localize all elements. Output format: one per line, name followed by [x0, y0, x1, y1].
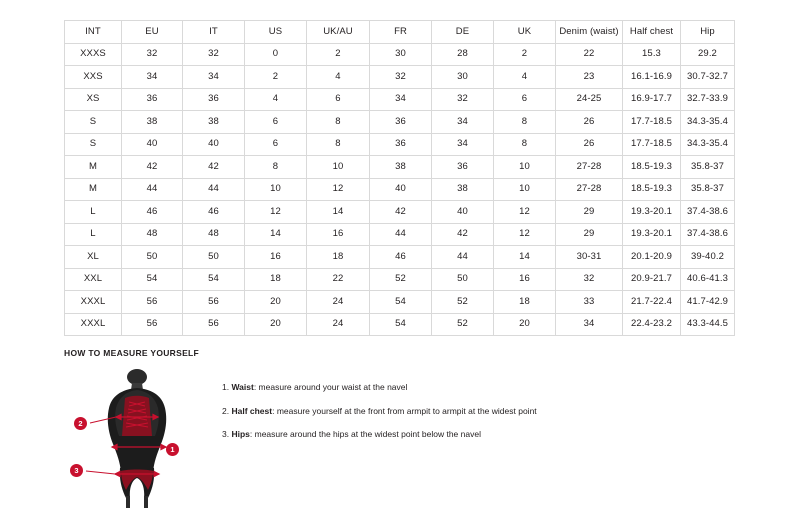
measure-badge-1: 1	[166, 443, 179, 456]
cell-uk: 4	[494, 66, 556, 89]
cell-it: 38	[183, 111, 245, 134]
cell-us: 2	[245, 66, 307, 89]
cell-denim-waist: 30-31	[556, 246, 623, 269]
cell-uk-au: 24	[307, 313, 370, 336]
column-header-uk-au: UK/AU	[307, 21, 370, 44]
cell-half-chest: 16.1-16.9	[623, 66, 681, 89]
cell-int: S	[65, 111, 122, 134]
cell-hip: 29.2	[681, 43, 735, 66]
cell-us: 20	[245, 291, 307, 314]
table-header	[65, 21, 735, 44]
cell-fr: 34	[370, 88, 432, 111]
cell-uk-au: 16	[307, 223, 370, 246]
measure-note-number: 1.	[222, 382, 230, 392]
column-header-it: IT	[183, 21, 245, 44]
cell-half-chest: 16.9-17.7	[623, 88, 681, 111]
cell-int: XXXS	[65, 43, 122, 66]
cell-it: 34	[183, 66, 245, 89]
cell-half-chest: 20.9-21.7	[623, 268, 681, 291]
table-row	[65, 156, 735, 179]
column-header-hip: Hip	[681, 21, 735, 44]
table-row	[65, 268, 735, 291]
cell-uk-au: 12	[307, 178, 370, 201]
cell-eu: 46	[122, 201, 183, 224]
table-row	[65, 291, 735, 314]
size-table-container	[64, 20, 734, 336]
how-to-measure-section	[64, 348, 734, 508]
cell-hip: 39-40.2	[681, 246, 735, 269]
cell-denim-waist: 27-28	[556, 156, 623, 179]
cell-uk-au: 24	[307, 291, 370, 314]
cell-uk-au: 10	[307, 156, 370, 179]
cell-de: 42	[432, 223, 494, 246]
measure-note-half-chest	[222, 406, 537, 417]
measure-notes	[222, 368, 537, 453]
cell-hip: 35.8-37	[681, 156, 735, 179]
cell-de: 52	[432, 313, 494, 336]
cell-eu: 32	[122, 43, 183, 66]
cell-de: 44	[432, 246, 494, 269]
cell-uk: 8	[494, 133, 556, 156]
measure-badge-2: 2	[74, 417, 87, 430]
column-header-int: INT	[65, 21, 122, 44]
cell-us: 14	[245, 223, 307, 246]
cell-int: XS	[65, 88, 122, 111]
cell-us: 18	[245, 268, 307, 291]
cell-denim-waist: 29	[556, 223, 623, 246]
cell-it: 48	[183, 223, 245, 246]
cell-uk-au: 2	[307, 43, 370, 66]
cell-eu: 36	[122, 88, 183, 111]
cell-int: M	[65, 178, 122, 201]
cell-int: XXXL	[65, 291, 122, 314]
cell-us: 20	[245, 313, 307, 336]
cell-denim-waist: 29	[556, 201, 623, 224]
cell-uk: 12	[494, 223, 556, 246]
table-row	[65, 201, 735, 224]
cell-it: 44	[183, 178, 245, 201]
cell-int: S	[65, 133, 122, 156]
cell-half-chest: 17.7-18.5	[623, 133, 681, 156]
cell-uk-au: 8	[307, 111, 370, 134]
cell-fr: 30	[370, 43, 432, 66]
cell-de: 30	[432, 66, 494, 89]
cell-fr: 54	[370, 313, 432, 336]
measure-note-waist	[222, 382, 537, 393]
cell-fr: 40	[370, 178, 432, 201]
cell-eu: 40	[122, 133, 183, 156]
cell-hip: 35.8-37	[681, 178, 735, 201]
cell-half-chest: 18.5-19.3	[623, 178, 681, 201]
cell-uk: 12	[494, 201, 556, 224]
size-conversion-table	[64, 20, 735, 336]
cell-it: 32	[183, 43, 245, 66]
cell-fr: 36	[370, 133, 432, 156]
cell-int: L	[65, 201, 122, 224]
table-row	[65, 178, 735, 201]
cell-eu: 44	[122, 178, 183, 201]
cell-us: 8	[245, 156, 307, 179]
measure-note-number: 2.	[222, 405, 230, 416]
table-row	[65, 133, 735, 156]
measure-note-term: Waist	[231, 382, 254, 392]
table-body	[65, 43, 735, 336]
table-row	[65, 111, 735, 134]
measure-note-number: 3.	[222, 429, 230, 440]
mannequin-diagram	[74, 368, 192, 508]
cell-uk: 20	[494, 313, 556, 336]
cell-int: XL	[65, 246, 122, 269]
cell-uk: 2	[494, 43, 556, 66]
column-header-half-chest: Half chest	[623, 21, 681, 44]
cell-uk-au: 14	[307, 201, 370, 224]
cell-de: 36	[432, 156, 494, 179]
cell-denim-waist: 24-25	[556, 88, 623, 111]
cell-de: 32	[432, 88, 494, 111]
column-header-de: DE	[432, 21, 494, 44]
measure-note-term: Hips	[231, 429, 250, 440]
cell-eu: 56	[122, 313, 183, 336]
cell-de: 52	[432, 291, 494, 314]
cell-denim-waist: 33	[556, 291, 623, 314]
cell-it: 56	[183, 313, 245, 336]
cell-int: M	[65, 156, 122, 179]
cell-half-chest: 17.7-18.5	[623, 111, 681, 134]
cell-eu: 34	[122, 66, 183, 89]
cell-eu: 50	[122, 246, 183, 269]
cell-de: 40	[432, 201, 494, 224]
cell-us: 0	[245, 43, 307, 66]
measure-note-text: : measure around your waist at the navel	[253, 382, 408, 392]
table-row	[65, 43, 735, 66]
cell-uk-au: 6	[307, 88, 370, 111]
measure-badge-3: 3	[70, 464, 83, 477]
cell-it: 54	[183, 268, 245, 291]
cell-it: 40	[183, 133, 245, 156]
table-row	[65, 313, 735, 336]
cell-it: 36	[183, 88, 245, 111]
column-header-us: US	[245, 21, 307, 44]
table-row	[65, 66, 735, 89]
cell-uk: 14	[494, 246, 556, 269]
cell-hip: 37.4-38.6	[681, 201, 735, 224]
cell-us: 6	[245, 111, 307, 134]
cell-fr: 38	[370, 156, 432, 179]
cell-fr: 44	[370, 223, 432, 246]
cell-denim-waist: 26	[556, 133, 623, 156]
cell-fr: 36	[370, 111, 432, 134]
cell-hip: 34.3-35.4	[681, 133, 735, 156]
measure-note-text: : measure yourself at the front from armpit to armpit at the widest point	[272, 405, 537, 416]
cell-fr: 52	[370, 268, 432, 291]
cell-uk-au: 22	[307, 268, 370, 291]
cell-denim-waist: 23	[556, 66, 623, 89]
cell-eu: 48	[122, 223, 183, 246]
cell-de: 34	[432, 111, 494, 134]
cell-uk-au: 4	[307, 66, 370, 89]
cell-us: 12	[245, 201, 307, 224]
cell-denim-waist: 22	[556, 43, 623, 66]
cell-denim-waist: 34	[556, 313, 623, 336]
cell-half-chest: 18.5-19.3	[623, 156, 681, 179]
cell-us: 16	[245, 246, 307, 269]
cell-it: 42	[183, 156, 245, 179]
table-row	[65, 88, 735, 111]
cell-hip: 30.7-32.7	[681, 66, 735, 89]
cell-denim-waist: 27-28	[556, 178, 623, 201]
cell-uk: 10	[494, 156, 556, 179]
cell-hip: 37.4-38.6	[681, 223, 735, 246]
cell-int: XXL	[65, 268, 122, 291]
cell-fr: 32	[370, 66, 432, 89]
column-header-fr: FR	[370, 21, 432, 44]
table-header-row	[65, 21, 735, 44]
cell-int: XXXL	[65, 313, 122, 336]
how-to-measure-body	[64, 368, 734, 508]
cell-hip: 32.7-33.9	[681, 88, 735, 111]
cell-hip: 41.7-42.9	[681, 291, 735, 314]
cell-uk: 16	[494, 268, 556, 291]
cell-int: L	[65, 223, 122, 246]
cell-uk-au: 8	[307, 133, 370, 156]
cell-fr: 42	[370, 201, 432, 224]
cell-de: 34	[432, 133, 494, 156]
cell-uk: 10	[494, 178, 556, 201]
cell-half-chest: 19.3-20.1	[623, 201, 681, 224]
measure-note-hips	[222, 429, 537, 440]
cell-fr: 54	[370, 291, 432, 314]
measure-note-term: Half chest	[231, 405, 273, 416]
cell-hip: 40.6-41.3	[681, 268, 735, 291]
cell-eu: 38	[122, 111, 183, 134]
cell-hip: 43.3-44.5	[681, 313, 735, 336]
cell-us: 10	[245, 178, 307, 201]
cell-de: 38	[432, 178, 494, 201]
cell-half-chest: 15.3	[623, 43, 681, 66]
cell-de: 28	[432, 43, 494, 66]
cell-half-chest: 21.7-22.4	[623, 291, 681, 314]
cell-it: 50	[183, 246, 245, 269]
cell-it: 46	[183, 201, 245, 224]
cell-us: 6	[245, 133, 307, 156]
table-row	[65, 246, 735, 269]
column-header-uk: UK	[494, 21, 556, 44]
mannequin-illustration	[82, 368, 192, 508]
cell-eu: 54	[122, 268, 183, 291]
cell-hip: 34.3-35.4	[681, 111, 735, 134]
cell-eu: 42	[122, 156, 183, 179]
column-header-denim-waist: Denim (waist)	[556, 21, 623, 44]
measure-note-text: : measure around the hips at the widest point below the navel	[249, 429, 481, 440]
cell-us: 4	[245, 88, 307, 111]
table-row	[65, 223, 735, 246]
cell-half-chest: 22.4-23.2	[623, 313, 681, 336]
cell-denim-waist: 26	[556, 111, 623, 134]
how-to-measure-title: HOW TO MEASURE YOURSELF	[64, 348, 200, 358]
cell-it: 56	[183, 291, 245, 314]
column-header-eu: EU	[122, 21, 183, 44]
cell-half-chest: 19.3-20.1	[623, 223, 681, 246]
cell-half-chest: 20.1-20.9	[623, 246, 681, 269]
cell-de: 50	[432, 268, 494, 291]
cell-int: XXS	[65, 66, 122, 89]
cell-uk: 8	[494, 111, 556, 134]
cell-fr: 46	[370, 246, 432, 269]
cell-uk: 6	[494, 88, 556, 111]
cell-eu: 56	[122, 291, 183, 314]
cell-uk-au: 18	[307, 246, 370, 269]
cell-uk: 18	[494, 291, 556, 314]
cell-denim-waist: 32	[556, 268, 623, 291]
